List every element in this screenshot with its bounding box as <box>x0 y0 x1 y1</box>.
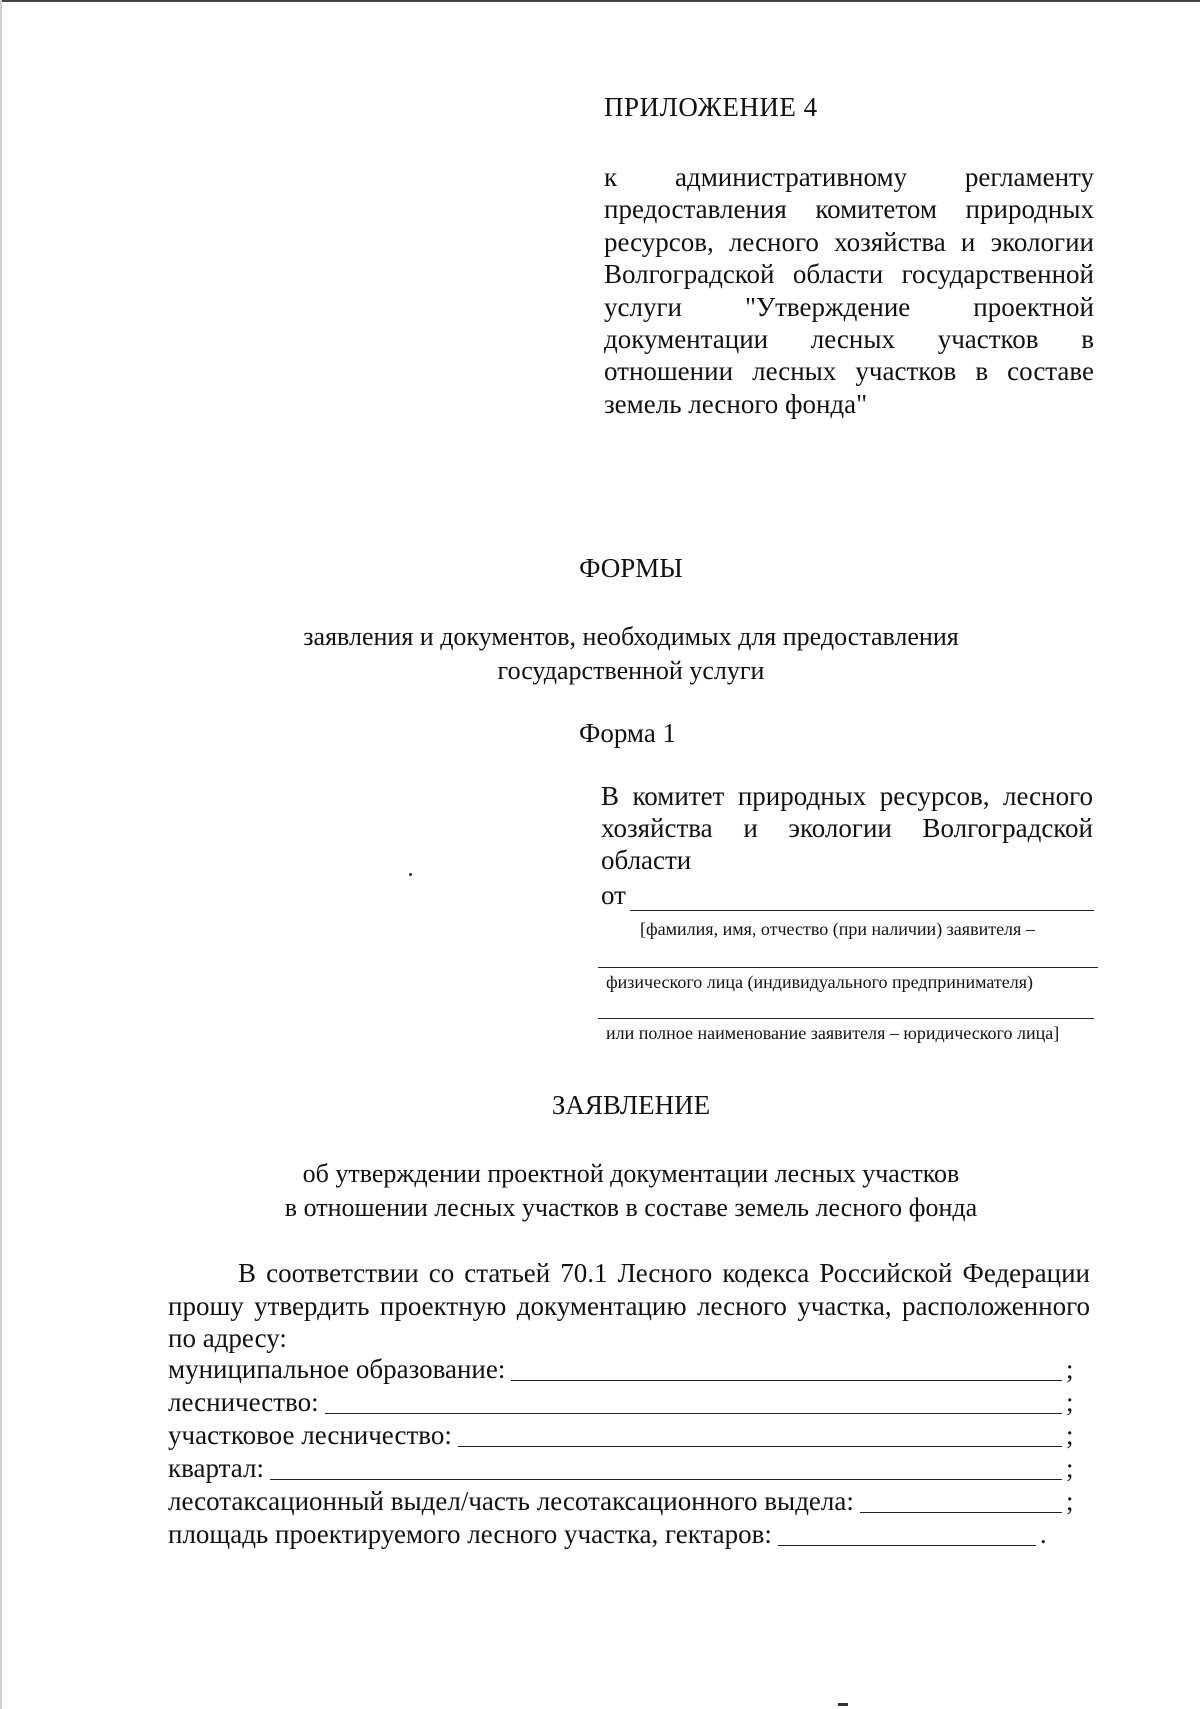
scan-edge-top <box>0 0 1200 2</box>
forms-subtitle <box>0 620 1200 688</box>
field-end: ; <box>1066 1420 1074 1450</box>
field-label: площадь проектируемого лесного участка, гектаров: <box>168 1519 772 1549</box>
field-label: участковое лесничество: <box>168 1420 452 1450</box>
appendix-text: к административному регламенту предоставления комитетом природных ресурсов, лесного хозяйства и экологии Волгоградской области государственной услуги "Утверждение проектной документации лесных участков в отношении лесных участков в составе земель лесного фонда" <box>604 162 1094 419</box>
applicant-name-blank[interactable] <box>630 882 1094 911</box>
field-end: ; <box>1066 1486 1074 1516</box>
applicant-caption-3: или полное наименование заявителя – юридического лица] <box>606 1023 1060 1043</box>
field-label: лесничество: <box>168 1387 319 1417</box>
from-label: от <box>601 880 626 910</box>
area-blank[interactable] <box>778 1521 1036 1546</box>
forestry-blank[interactable] <box>325 1389 1062 1414</box>
forms-subtitle-line1: заявления и документов, необходимых для предоставления <box>303 622 959 651</box>
forms-title: ФОРМЫ <box>579 553 683 583</box>
field-district-forestry <box>168 1418 1078 1451</box>
field-end: ; <box>1066 1453 1074 1483</box>
forms-subtitle-line2: государственной услуги <box>497 656 765 685</box>
field-end: ; <box>1066 1387 1074 1417</box>
scan-speck <box>409 873 412 876</box>
scan-edge-left <box>0 0 2 1709</box>
municipality-blank[interactable] <box>511 1356 1062 1381</box>
applicant-blank-2[interactable] <box>598 967 1098 968</box>
applicant-caption-2: физического лица (индивидуального предпринимателя) <box>606 972 1034 992</box>
statement-paragraph <box>168 1257 1090 1355</box>
addressee-block: В комитет природных ресурсов, лесного хозяйства и экологии Волгоградской области <box>601 781 1093 875</box>
statement-subtitle-line2: в отношении лесных участков в составе земель лесного фонда <box>284 1193 978 1222</box>
field-area <box>168 1517 1078 1550</box>
taxation-unit-blank[interactable] <box>860 1488 1062 1513</box>
address-fields <box>168 1352 1078 1550</box>
statement-subtitle-line1: об утверждении проектной документации лесных участков <box>302 1159 960 1188</box>
statement-title: ЗАЯВЛЕНИЕ <box>551 1090 711 1120</box>
field-end: . <box>1039 1519 1047 1549</box>
statement-paragraph-text: В соответствии со статьей 70.1 Лесного кодекса Российской Федерации прошу утвердить проектную документацию лесного участка, расположенного по адресу: <box>168 1258 1090 1353</box>
field-taxation-unit <box>168 1484 1078 1517</box>
applicant-caption-1: [фамилия, имя, отчество (при наличии) заявителя – <box>640 919 1035 939</box>
appendix-title: ПРИЛОЖЕНИЕ 4 <box>604 92 818 122</box>
field-label: квартал: <box>168 1453 264 1483</box>
field-municipality <box>168 1352 1078 1385</box>
field-quarter <box>168 1451 1078 1484</box>
field-label: муниципальное образование: <box>168 1354 506 1384</box>
field-forestry <box>168 1385 1078 1418</box>
form-number: Форма 1 <box>579 718 677 748</box>
quarter-blank[interactable] <box>270 1455 1062 1480</box>
statement-subtitle <box>0 1157 1200 1225</box>
field-label: лесотаксационный выдел/часть лесотаксационного выдела: <box>168 1486 854 1516</box>
district-forestry-blank[interactable] <box>458 1422 1062 1447</box>
field-end: ; <box>1066 1354 1074 1384</box>
applicant-blank-3[interactable] <box>598 1018 1094 1019</box>
from-line <box>601 880 1094 911</box>
scan-speck <box>838 1703 848 1706</box>
